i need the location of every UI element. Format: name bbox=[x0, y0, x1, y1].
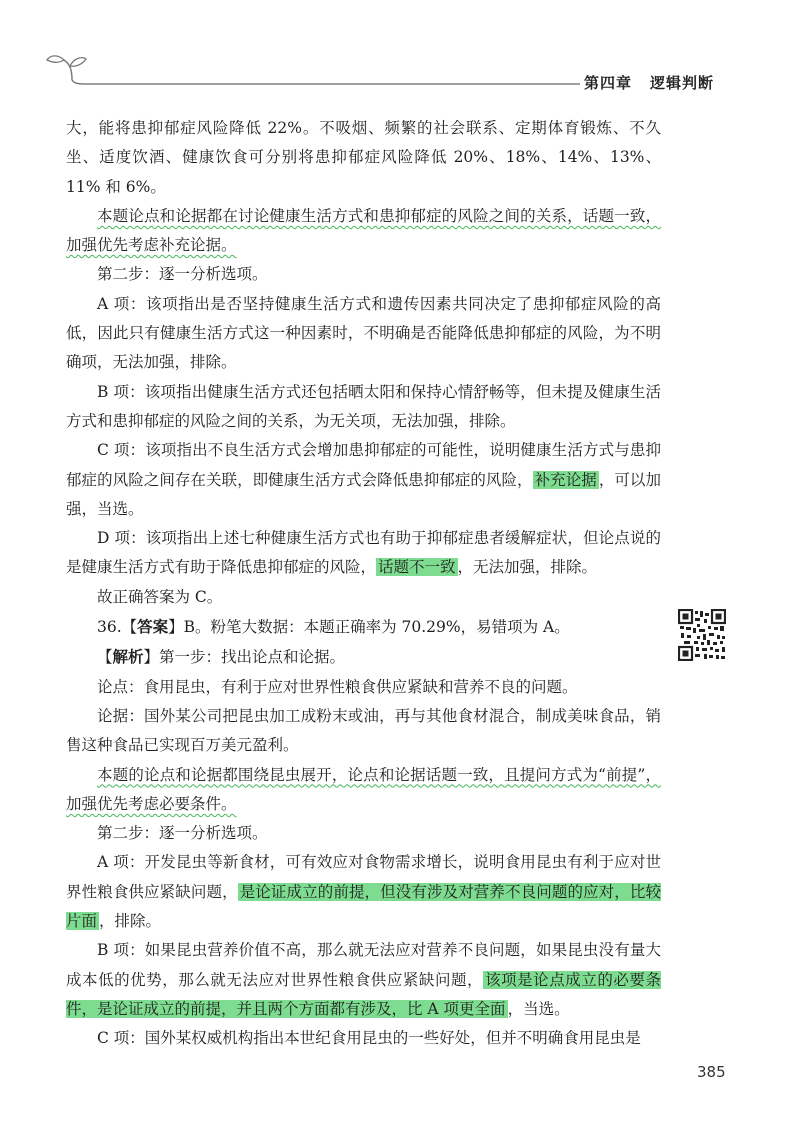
underlined-summary: 本题的论点和论据都围绕昆虫展开，论点和论据话题一致，且提问方式为“前提”，加强优先考虑必要条件。 bbox=[66, 765, 661, 813]
paragraph-evidence: 论据：国外某公司把昆虫加工成粉末或油，再与其他食材混合，制成美味食品，销售这种食品已实现百万美元盈利。 bbox=[66, 706, 661, 755]
paragraph-option-c-2: C 项：国外某权威机构指出本世纪食用昆虫的一些好处，但并不明确食用昆虫是 bbox=[97, 1029, 641, 1048]
text-segment: 【 bbox=[97, 648, 113, 667]
chapter-number: 第四章 bbox=[584, 74, 633, 92]
paragraph-option-a: A 项：该项指出是否坚持健康生活方式和遗传因素共同决定了患抑郁症风险的高低，因此只有健康生活方式这一种因素时，不明确是否能降低患抑郁症的风险，为不明确项，无法加强，排除。 bbox=[66, 294, 661, 372]
paragraph-1: 大，能将患抑郁症风险降低 22%。不吸烟、频繁的社会联系、定期体育锻炼、不久坐、适度饮酒、健康饮食可分别将患抑郁症风险降低 20%、18%、14%、13%、11% 和 6%。 bbox=[66, 119, 661, 196]
paragraph-answer-36 bbox=[66, 612, 661, 642]
paragraph-conclusion: 故正确答案为 C。 bbox=[97, 587, 223, 606]
analysis-label: 解析 bbox=[112, 647, 144, 667]
header-rule bbox=[72, 80, 580, 84]
text-segment: ，无法加强，排除。 bbox=[457, 558, 598, 577]
paragraph-analysis bbox=[66, 642, 661, 672]
paragraph-option-b-2 bbox=[66, 936, 661, 1024]
paragraph-2 bbox=[66, 202, 661, 261]
text-segment: ，排除。 bbox=[99, 912, 162, 931]
sprout-icon bbox=[47, 56, 86, 80]
paragraph-summary bbox=[66, 761, 661, 820]
paragraph-option-c bbox=[66, 436, 661, 524]
highlight: 补充论据 bbox=[534, 470, 597, 489]
qr-code-icon[interactable] bbox=[678, 609, 726, 661]
chapter-title: 逻辑判断 bbox=[650, 74, 715, 92]
paragraph-step-2: 第二步：逐一分析选项。 bbox=[97, 824, 268, 843]
highlight: 话题不一致 bbox=[378, 558, 456, 577]
text-segment: ，可以加强，当选。 bbox=[66, 470, 661, 518]
highlight: 该项是论点成立的必要条件，是论证成立的前提，并且两个方面都有涉及，比 A 项更全面 bbox=[66, 970, 661, 1018]
text-segment: 】B。粉笔大数据：本题正确率为 70.29%，易错项为 A。 bbox=[168, 618, 570, 637]
highlight: 是论证成立的前提，但没有涉及对营养不良问题的应对，比较片面 bbox=[66, 882, 661, 931]
explanation-text bbox=[66, 114, 661, 1054]
text-segment: 】第一步：找出论点和论据。 bbox=[143, 648, 346, 667]
page-number: 385 bbox=[697, 1063, 726, 1081]
paragraph-3: 第二步：逐一分析选项。 bbox=[97, 265, 268, 284]
text-segment: ，当选。 bbox=[507, 999, 570, 1018]
chapter-heading bbox=[584, 72, 714, 93]
paragraph-argument: 论点：食用昆虫，有利于应对世界性粮食供应紧缺和营养不良的问题。 bbox=[97, 677, 578, 696]
text-segment: D 项：该项指出上述七种健康生活方式也有助于抑郁症患者缓解症状，但论点说的是健康生活方式有助于降低患抑郁症的风险， bbox=[66, 529, 661, 577]
text-segment: A 项：开发昆虫等新食材，可有效应对食物需求增长，说明食用昆虫有利于应对世界性粮食供应紧缺问题， bbox=[66, 853, 661, 901]
paragraph-option-a-2 bbox=[66, 848, 661, 936]
page-header bbox=[0, 0, 800, 100]
text-segment: 36.【 bbox=[97, 618, 138, 637]
answer-label: 答案 bbox=[137, 617, 169, 637]
underlined-summary: 本题论点和论据都在讨论健康生活方式和患抑郁症的风险之间的关系，话题一致，加强优先考虑补充论据。 bbox=[66, 206, 661, 255]
paragraph-option-b: B 项：该项指出健康生活方式还包括晒太阳和保持心情舒畅等，但未提及健康生活方式和患抑郁症的风险之间的关系，为无关项，无法加强，排除。 bbox=[66, 382, 661, 430]
paragraph-option-d bbox=[66, 524, 661, 583]
text-segment: C 项：该项指出不良生活方式会增加患抑郁症的可能性，说明健康生活方式与患抑郁症的风险之间存在关联，即健康生活方式会降低患抑郁症的风险， bbox=[66, 441, 661, 489]
text-segment: B 项：如果昆虫营养价值不高，那么就无法应对营养不良问题，如果昆虫没有量大成本低的优势，那么就无法应对世界性粮食供应紧缺问题， bbox=[66, 941, 661, 989]
